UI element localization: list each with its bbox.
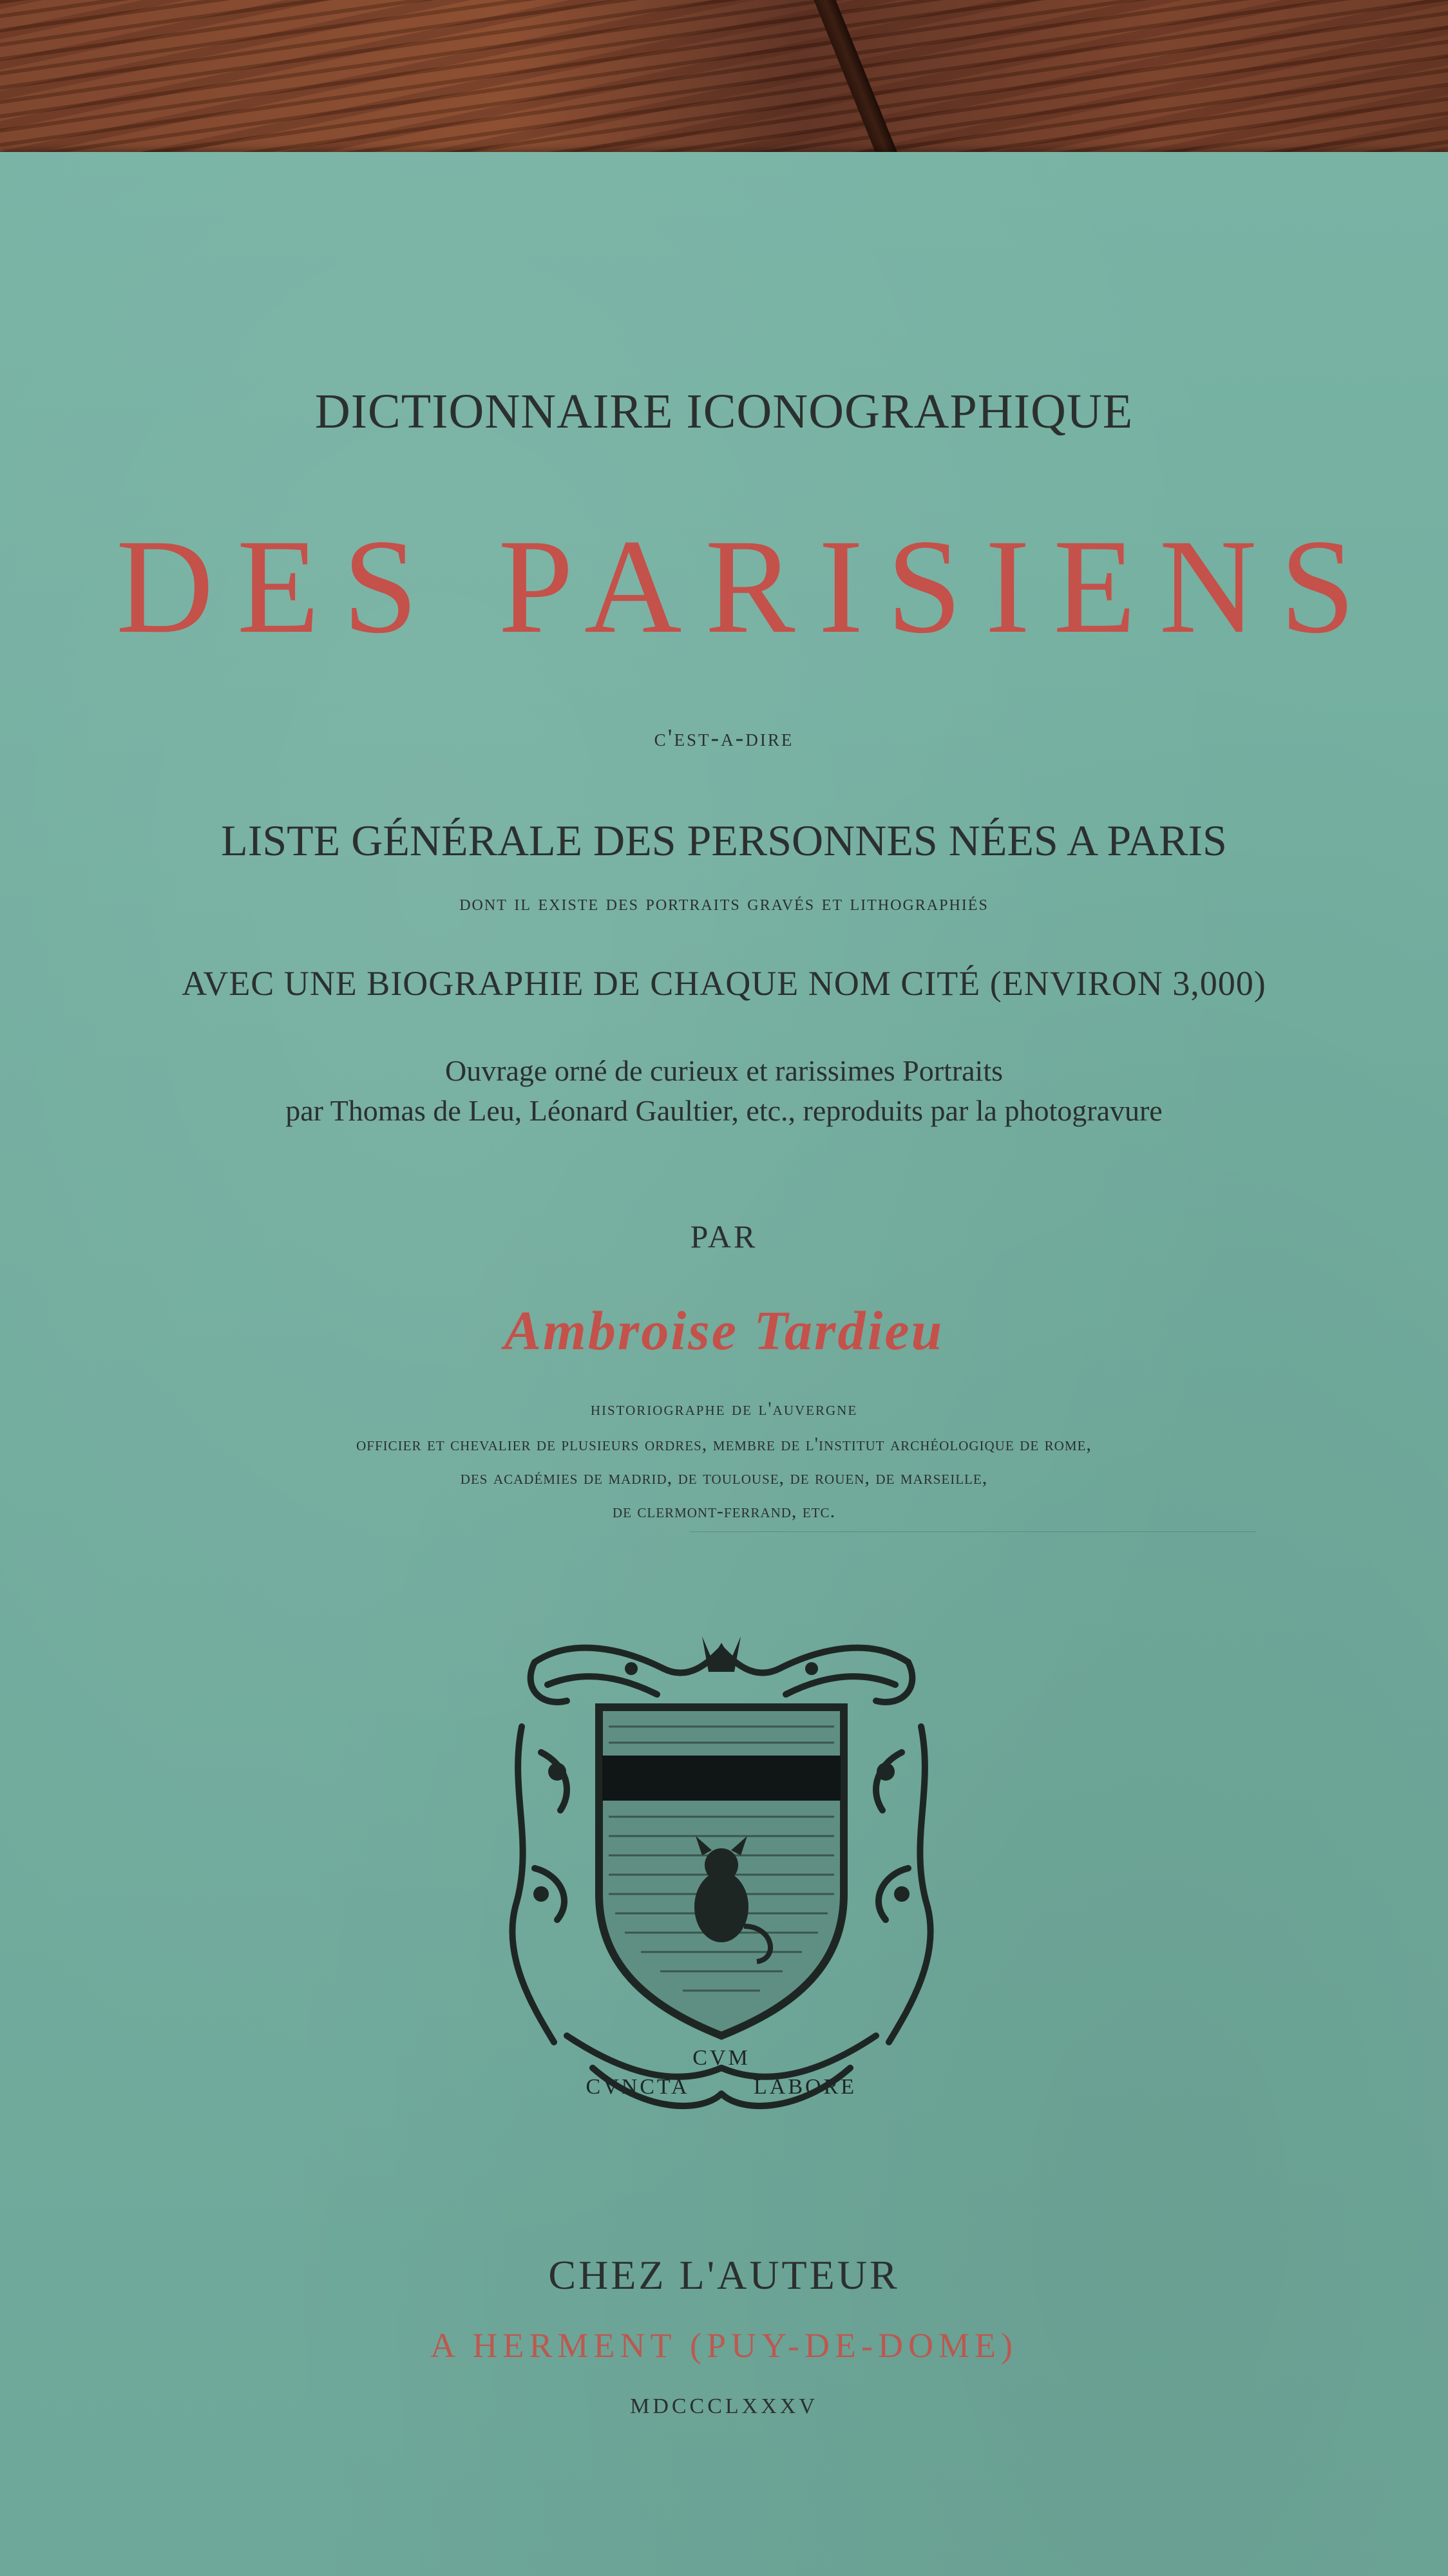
credential-line: de clermont-ferrand, etc. [612,1501,836,1522]
heading: DICTIONNAIRE ICONOGRAPHIQUE [314,384,1134,439]
ornament-line-1: Ouvrage orné de curieux et rarissimes Portraits [444,1054,1004,1087]
credential-line: historiographe de l'auvergne [590,1398,858,1419]
subtitle: LISTE GÉNÉRALE DES PERSONNES NÉES A PARIS [221,816,1227,865]
publication-place: A HERMENT (PUY-DE-DOME) [430,2326,1018,2365]
subtitle-note: dont il existe des portraits gravés et lithographiés [459,891,989,915]
credential-line: officier et chevalier de plusieurs ordres, membre de l'institut archéologique de rome, [356,1434,1092,1455]
publisher: CHEZ L'AUTEUR [548,2252,900,2298]
motto-word: CVNCTA [586,2075,690,2099]
title-page [0,152,1448,2576]
heraldic-emblem [496,1624,947,2119]
by-label: PAR [690,1218,758,1255]
motto-word: LABORE [754,2075,857,2099]
credential-line: des académies de madrid, de toulouse, de rouen, de marseille, [460,1467,988,1488]
publication-year: MDCCCLXXXV [630,2394,818,2418]
author-name: Ambroise Tardieu [504,1300,944,1361]
biography-line: AVEC UNE BIOGRAPHIE DE CHAQUE NOM CITÉ (ENVIRON 3,000) [182,964,1266,1003]
ornament-line-2: par Thomas de Leu, Léonard Gaultier, etc., reproduits par la photogravure [285,1094,1163,1127]
motto-word: CVM [692,2046,750,2070]
main-title: DES PARISIENS [116,512,1378,661]
faint-rule [689,1531,1256,1532]
connector-text: c'est-a-dire [654,724,794,752]
